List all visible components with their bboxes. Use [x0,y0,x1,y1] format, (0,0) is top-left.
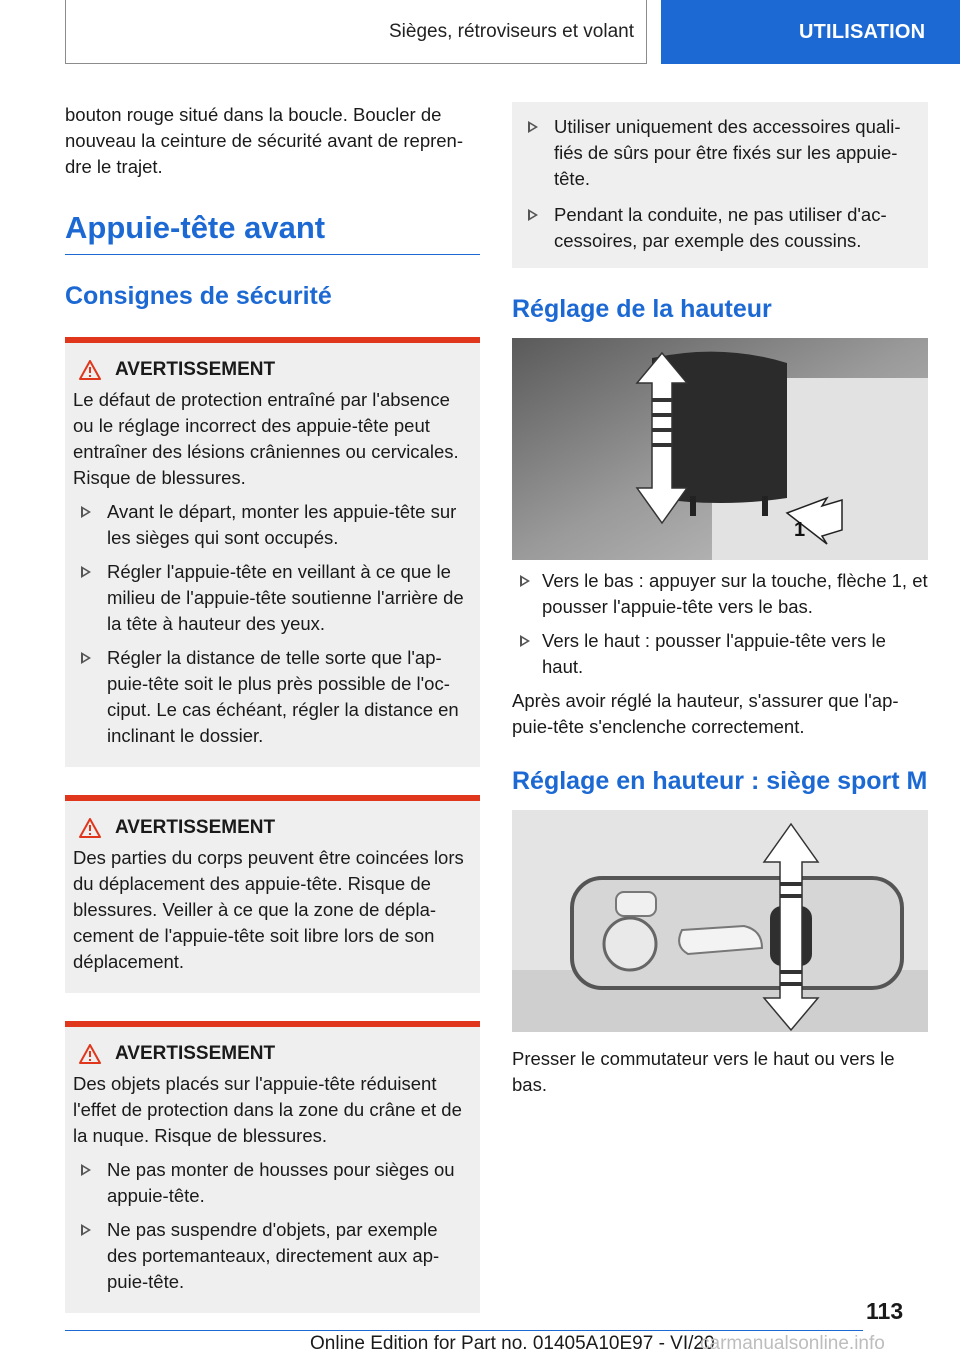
sport-seat-figure [512,810,928,1032]
warning-box-1 [65,337,480,767]
height-adjust-heading: Réglage de la hauteur [512,295,772,323]
bullet-triangle-icon [81,1164,91,1176]
sport-seat-illustration [512,810,928,1032]
list-item: Avant le départ, monter les appuie-tête sur les sièges qui sont occupés. [73,499,472,551]
safety-heading: Consignes de sécurité [65,282,332,310]
warning-title-2: AVERTISSEMENT [73,817,472,839]
bullet-triangle-icon [520,635,530,647]
list-item: Ne pas monter de housses pour sièges ou appuie-tête. [73,1157,472,1209]
list-item: Utiliser uniquement des accessoires quali-fiés de sûrs pour être fixés sur les appuie-tête. [520,114,920,192]
list-item: Vers le haut : pousser l'appuie-tête vers le haut. [512,628,928,680]
bullet-triangle-icon [81,566,91,578]
left-column [65,102,480,1341]
list-item: Régler l'appuie-tête en veillant à ce que le milieu de l'appuie-tête soutienne l'arrière de la tête à hauteur des yeux. [73,559,472,637]
header-section-box [65,0,647,64]
list-item: Ne pas suspendre d'objets, par exemple des portemanteaux, directement aux ap-puie-tête. [73,1217,472,1295]
page-number: 113 [866,1298,904,1324]
warning-list-3 [73,1157,472,1295]
list-item: Vers le bas : appuyer sur la touche, flèche 1, et pousser l'appuie-tête vers le bas. [512,568,928,620]
warning-title-3: AVERTISSEMENT [73,1043,472,1065]
warning-text-3: Des objets placés sur l'appuie-tête réduisent l'effet de protection dans la zone du crâne et de la nuque. Risque de blessures. [73,1073,462,1146]
list-item: Régler la distance de telle sorte que l'ap-puie-tête soit le plus près possible de l'oc-ciput. Le cas échéant, régler la distance en inclinant le dossier. [73,645,472,749]
list-item: Pendant la conduite, ne pas utiliser d'ac-cessoires, par exemple des coussins. [520,202,920,254]
sport-seat-paragraph: Presser le commutateur vers le haut ou vers le bas. [512,1048,895,1095]
warning-title-1: AVERTISSEMENT [73,359,472,381]
bullet-triangle-icon [81,1224,91,1236]
continued-list [520,114,920,254]
header-section-title: Sièges, rétroviseurs et volant [388,20,634,42]
footer-divider [65,1330,863,1331]
warning-triangle-icon [79,818,101,838]
footer-edition: Online Edition for Part no. 01405A10E97 - VI/20 [310,1333,715,1354]
warning-box-2 [65,795,480,993]
warning-text-1: Le défaut de protection entraîné par l'absence ou le réglage incorrect des appuie-tête peut entraîner des lésions crâniennes ou cervicales. Risque de blessures. [73,389,459,488]
header-chapter-tab [661,0,960,64]
header-chapter-title: UTILISATION [799,20,926,43]
warning-box-3 [65,1021,480,1313]
warning-triangle-icon [79,360,101,380]
bullet-triangle-icon [81,506,91,518]
section-heading: Appuie-tête avant [65,210,480,255]
height-list [512,568,928,680]
sport-seat-heading: Réglage en hauteur : siège sport M [512,767,928,795]
intro-paragraph: bouton rouge situé dans la boucle. Boucler de nouveau la ceinture de sécurité avant de repren-dre le trajet. [65,104,464,177]
headrest-illustration [512,338,928,560]
bullet-triangle-icon [520,575,530,587]
footer-watermark: carmanualsonline.info [700,1333,885,1354]
height-after-paragraph: Après avoir réglé la hauteur, s'assurer que l'ap-puie-tête s'enclenche correctement. [512,690,899,737]
warning-text-2: Des parties du corps peuvent être coincées lors du déplacement des appuie-tête. Risque de blessures. Veiller à ce que la zone de dépla-cement de l'appuie-tête soit libre lors de son déplacement. [73,847,464,972]
arrow-1-label: 1 [794,519,806,541]
warning-continuation-box [512,102,928,268]
warning-list-1 [73,499,472,749]
bullet-triangle-icon [81,652,91,664]
warning-triangle-icon [79,1044,101,1064]
bullet-triangle-icon [528,209,538,221]
bullet-triangle-icon [528,121,538,133]
headrest-height-figure [512,338,928,560]
right-column [512,102,928,1098]
